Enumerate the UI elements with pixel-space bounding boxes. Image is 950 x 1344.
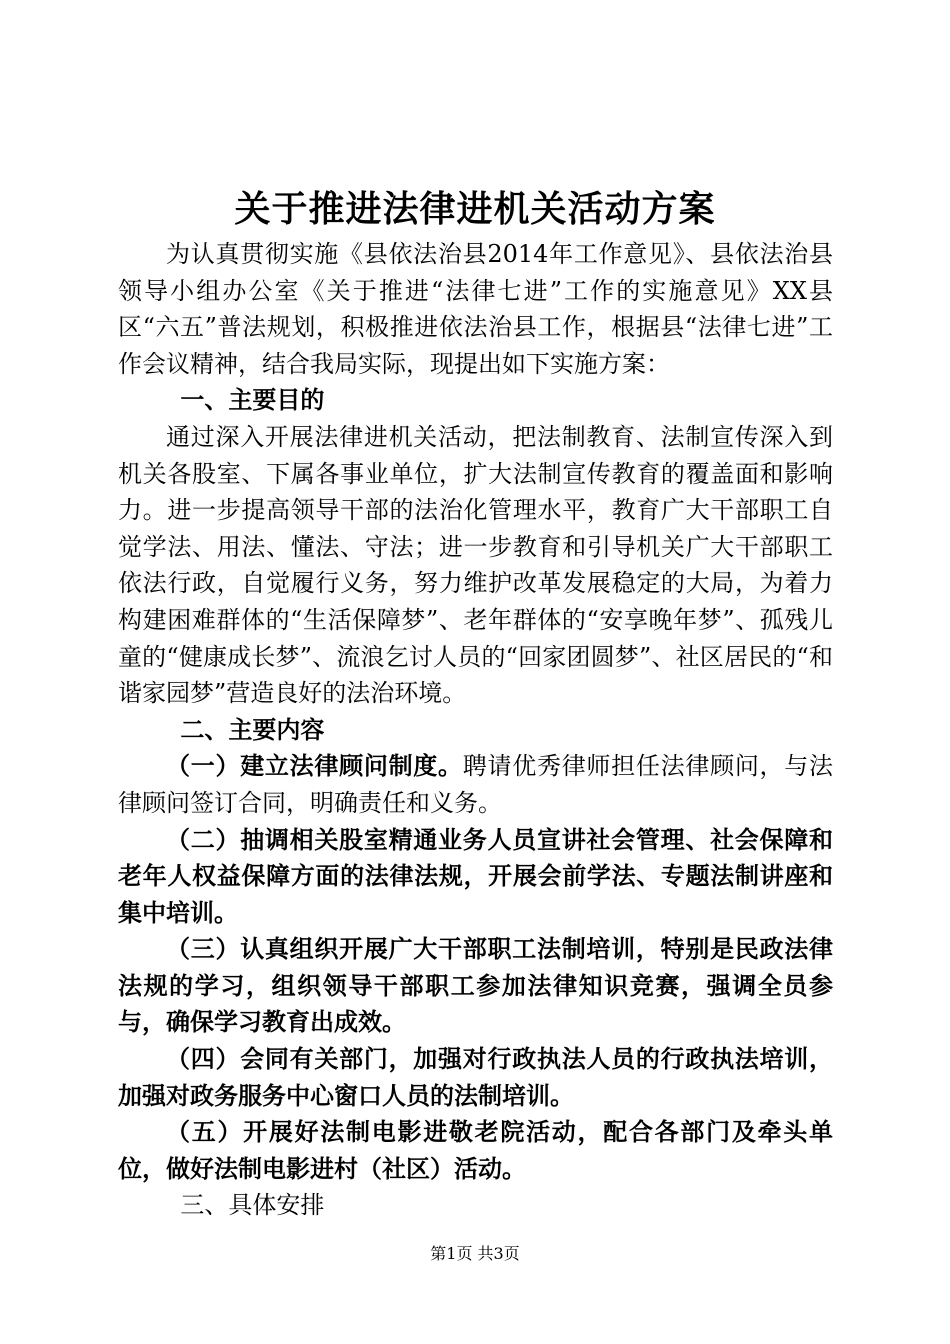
content-item-3: （三）认真组织开展广大干部职工法制培训，特别是民政法律法规的学习，组织领导干部职工参加法律知识竞赛，强调全员参与，确保学习教育出成效。 <box>118 934 833 1037</box>
content-item-5: （五）开展好法制电影进敬老院活动，配合各部门及牵头单位，做好法制电影进村（社区）活动。 <box>118 1117 833 1183</box>
intro-paragraph: 为认真贯彻实施《县依法治县2014年工作意见》、县依法治县领导小组办公室《关于推进“法律七进”工作的实施意见》XX县区“六五”普法规划，积极推进依法治县工作，根据县“法律七进”工作会议精神，结合我局实际，现提出如下实施方案： <box>118 240 833 378</box>
section-heading-purpose: 一、主要目的 <box>180 385 325 415</box>
content-item-4: （四）会同有关部门，加强对行政执法人员的行政执法培训，加强对政务服务中心窗口人员的法制培训。 <box>118 1044 833 1110</box>
document-title: 关于推进法律进机关活动方案 <box>234 188 716 230</box>
section-heading-arrangement: 三、具体安排 <box>180 1191 325 1220</box>
purpose-paragraph: 通过深入开展法律进机关活动，把法制教育、法制宣传深入到机关各股室、下属各事业单位，扩大法制宣传教育的覆盖面和影响力。进一步提高领导干部的法治化管理水平，教育广大干部职工自觉学法、用法、懂法、守法；进一步教育和引导机关广大干部职工依法行政，自觉履行义务，努力维护改革发展稳定的大局，为着力构建困难群体的“生活保障梦”、老年群体的“安享晚年梦”、孤残儿童的“健康成长梦”、流浪乞讨人员的“回家团圆梦”、社区居民的“和谐家园梦”营造良好的法治环境。 <box>118 422 833 708</box>
content-item-1-text: 聘请优秀律师担任法律顾问，与法律顾问签订合同，明确责任和义务。 <box>118 752 834 817</box>
document-body <box>118 236 833 1224</box>
section-heading-content: 二、主要内容 <box>180 714 325 744</box>
content-item-1-lead: （一）建立法律顾问制度。 <box>166 751 463 781</box>
page-number-footer: 第1页 共3页 <box>430 1244 520 1263</box>
content-item-1 <box>118 748 833 821</box>
content-item-2: （二）抽调相关股室精通业务人员宣讲社会管理、社会保障和老年人权益保障方面的法律法规，开展会前学法、专题法制讲座和集中培训。 <box>118 824 833 927</box>
